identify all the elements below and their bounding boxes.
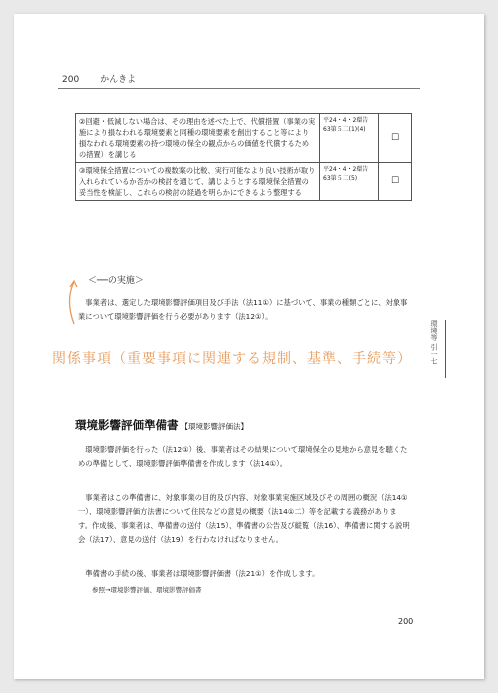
side-tab: 環境等 引一七 [430,320,438,365]
header-page-number: 200 [62,75,80,85]
section-paragraph: 事業者はこの準備書に、対象事業の目的及び内容、対象事業実施区域及びその周囲の概況（法14①一）、環境影響評価方法書について住民などの意見の概要（法14①二）等を記載する義務があります。作成後、事業者は、準備書の送付（法15）、準備書の公告及び縦覧（法16）、準備書に関する説明会（法17）、意見の送付（法19）を行わなければなりません。 [78,493,410,544]
table-row [76,114,412,163]
section-paragraph: 環境影響評価を行った（法12①）後、事業者はその結果について環境保全の見地から意見を聴くための準備として、環境影響評価準備書を作成します（法14①）。 [78,445,408,468]
table-cell-text: ③環境保全措置についての複数案の比較、実行可能なより良い技術が取り入れられているか否かの検討を通じて、講じようとする環境保全措置の妥当性を検証し、これらの検討の経過を明らかにできるよう整理する [76,163,320,201]
checkbox[interactable]: ☐ [379,114,412,163]
header-divider [58,88,420,89]
handwritten-note: 関係事項（重要事項に関連する規制、基準、手続等） [52,351,412,367]
table-cell-reference: 平24・4・2環告63第５二(1)(4) [320,114,379,163]
running-header [62,72,136,85]
header-running-head: かんきよ [100,75,137,85]
section-title-tag: 【環境影響評価法】 [180,422,248,431]
checkbox[interactable]: ☐ [379,163,412,201]
implementation-heading: ＜──の実施＞ [88,276,144,286]
table-cell-reference: 平24・4・2環告63第５二(5) [320,163,379,201]
table-row [76,163,412,201]
table-cell-text: ②回避・低減しない場合は、その理由を述べた上で、代償措置（事業の実施により損なわれる環境要素と同種の環境要素を創出すること等により損なわれる環境要素の持つ環境の保全の観点からの価値を代償するための措置）を講じる [76,114,320,163]
section-reference: 参照→環境影響評価、環境影響評価書 [92,586,202,594]
section-title [75,417,248,433]
requirements-table [75,113,412,201]
implementation-body: 事業者は、選定した環境影響評価項目及び手法（法11①）に基づいて、事業の種類ごとに、対象事業について環境影響評価を行う必要があります（法12①）。 [78,298,408,321]
footer-page-number: 200 [398,617,414,626]
section-paragraph: 準備書の手続の後、事業者は環境影響評価書（法21①）を作成します。 [85,569,320,578]
section-title-text: 環境影響評価準備書 [75,418,179,432]
side-tab-rule [445,320,446,378]
